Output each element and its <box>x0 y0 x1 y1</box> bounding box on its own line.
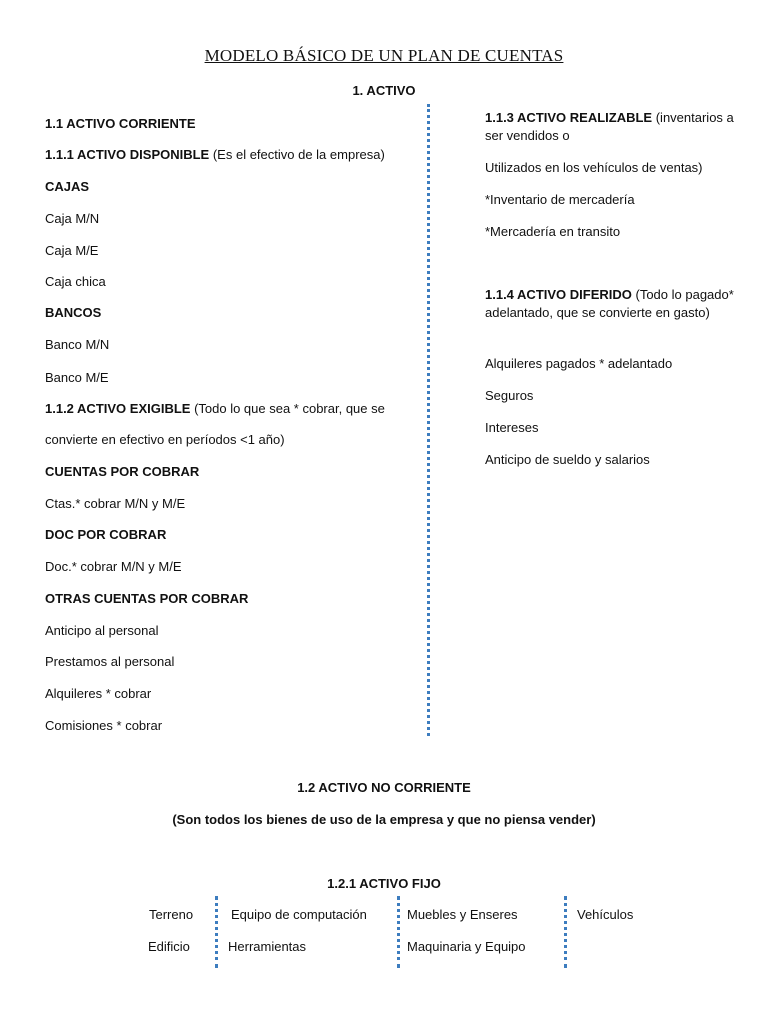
activo-realizable-note: (inventarios a ser vendidos o <box>485 110 734 143</box>
activo-fijo-heading: 1.2.1 ACTIVO FIJO <box>327 876 441 891</box>
activo-disponible-heading: 1.1.1 ACTIVO DISPONIBLE <box>45 147 210 162</box>
list-item: Anticipo de sueldo y salarios <box>485 452 650 467</box>
otras-cuentas-heading: OTRAS CUENTAS POR COBRAR <box>45 591 249 606</box>
table-cell: Muebles y Enseres <box>407 907 518 922</box>
table-divider <box>564 896 567 968</box>
activo-realizable-heading: 1.1.3 ACTIVO REALIZABLE <box>485 110 653 125</box>
activo-disponible-note: (Es el efectivo de la empresa) <box>209 147 385 162</box>
list-item: Alquileres * cobrar <box>45 686 152 701</box>
activo-diferido-line <box>485 286 747 322</box>
list-item: *Mercadería en transito <box>485 224 621 239</box>
table-cell: Terreno <box>149 907 194 922</box>
list-item: Caja M/E <box>45 243 99 258</box>
list-item: Banco M/E <box>45 370 109 385</box>
activo-corriente-heading: 1.1 ACTIVO CORRIENTE <box>45 116 196 131</box>
activo-exigible-note-cont: convierte en efectivo en períodos <1 año) <box>45 432 285 447</box>
list-item: *Inventario de mercadería <box>485 192 635 207</box>
activo-no-corriente-heading: 1.2 ACTIVO NO CORRIENTE <box>297 780 471 795</box>
list-item: Caja M/N <box>45 211 100 226</box>
cajas-heading: CAJAS <box>45 179 90 194</box>
table-divider <box>215 896 218 968</box>
list-item: Ctas.* cobrar M/N y M/E <box>45 496 186 511</box>
bancos-heading: BANCOS <box>45 305 102 320</box>
activo-diferido-heading: 1.1.4 ACTIVO DIFERIDO <box>485 287 632 302</box>
list-item: Comisiones * cobrar <box>45 718 163 733</box>
table-cell: Herramientas <box>228 939 307 954</box>
list-item: Seguros <box>485 388 534 403</box>
activo-exigible-note: (Todo lo que sea * cobrar, que se <box>190 401 385 416</box>
list-item: Alquileres pagados * adelantado <box>485 356 673 371</box>
table-cell: Vehículos <box>577 907 634 922</box>
activo-diferido-note: (Todo lo pagado* adelantado, que se convierte en gasto) <box>485 287 734 320</box>
activo-heading: 1. ACTIVO <box>352 83 416 98</box>
activo-disponible-line <box>45 147 385 163</box>
list-item: Anticipo al personal <box>45 623 159 638</box>
document-title: MODELO BÁSICO DE UN PLAN DE CUENTAS <box>204 46 564 65</box>
activo-exigible-heading: 1.1.2 ACTIVO EXIGIBLE <box>45 401 191 416</box>
table-cell: Maquinaria y Equipo <box>407 939 526 954</box>
list-item: Prestamos al personal <box>45 654 175 669</box>
cuentas-por-cobrar-heading: CUENTAS POR COBRAR <box>45 464 200 479</box>
list-item: Banco M/N <box>45 337 110 352</box>
table-divider <box>397 896 400 968</box>
table-cell: Edificio <box>148 939 190 954</box>
list-item: Caja chica <box>45 274 106 289</box>
activo-realizable-cont: Utilizados en los vehículos de ventas) <box>485 160 703 175</box>
activo-realizable-line <box>485 109 747 145</box>
doc-por-cobrar-heading: DOC POR COBRAR <box>45 527 167 542</box>
activo-exigible-line <box>45 401 385 417</box>
list-item: Intereses <box>485 420 539 435</box>
table-cell: Equipo de computación <box>231 907 367 922</box>
list-item: Doc.* cobrar M/N y M/E <box>45 559 182 574</box>
column-divider <box>427 104 430 736</box>
activo-no-corriente-note: (Son todos los bienes de uso de la empresa y que no piensa vender) <box>172 812 596 827</box>
